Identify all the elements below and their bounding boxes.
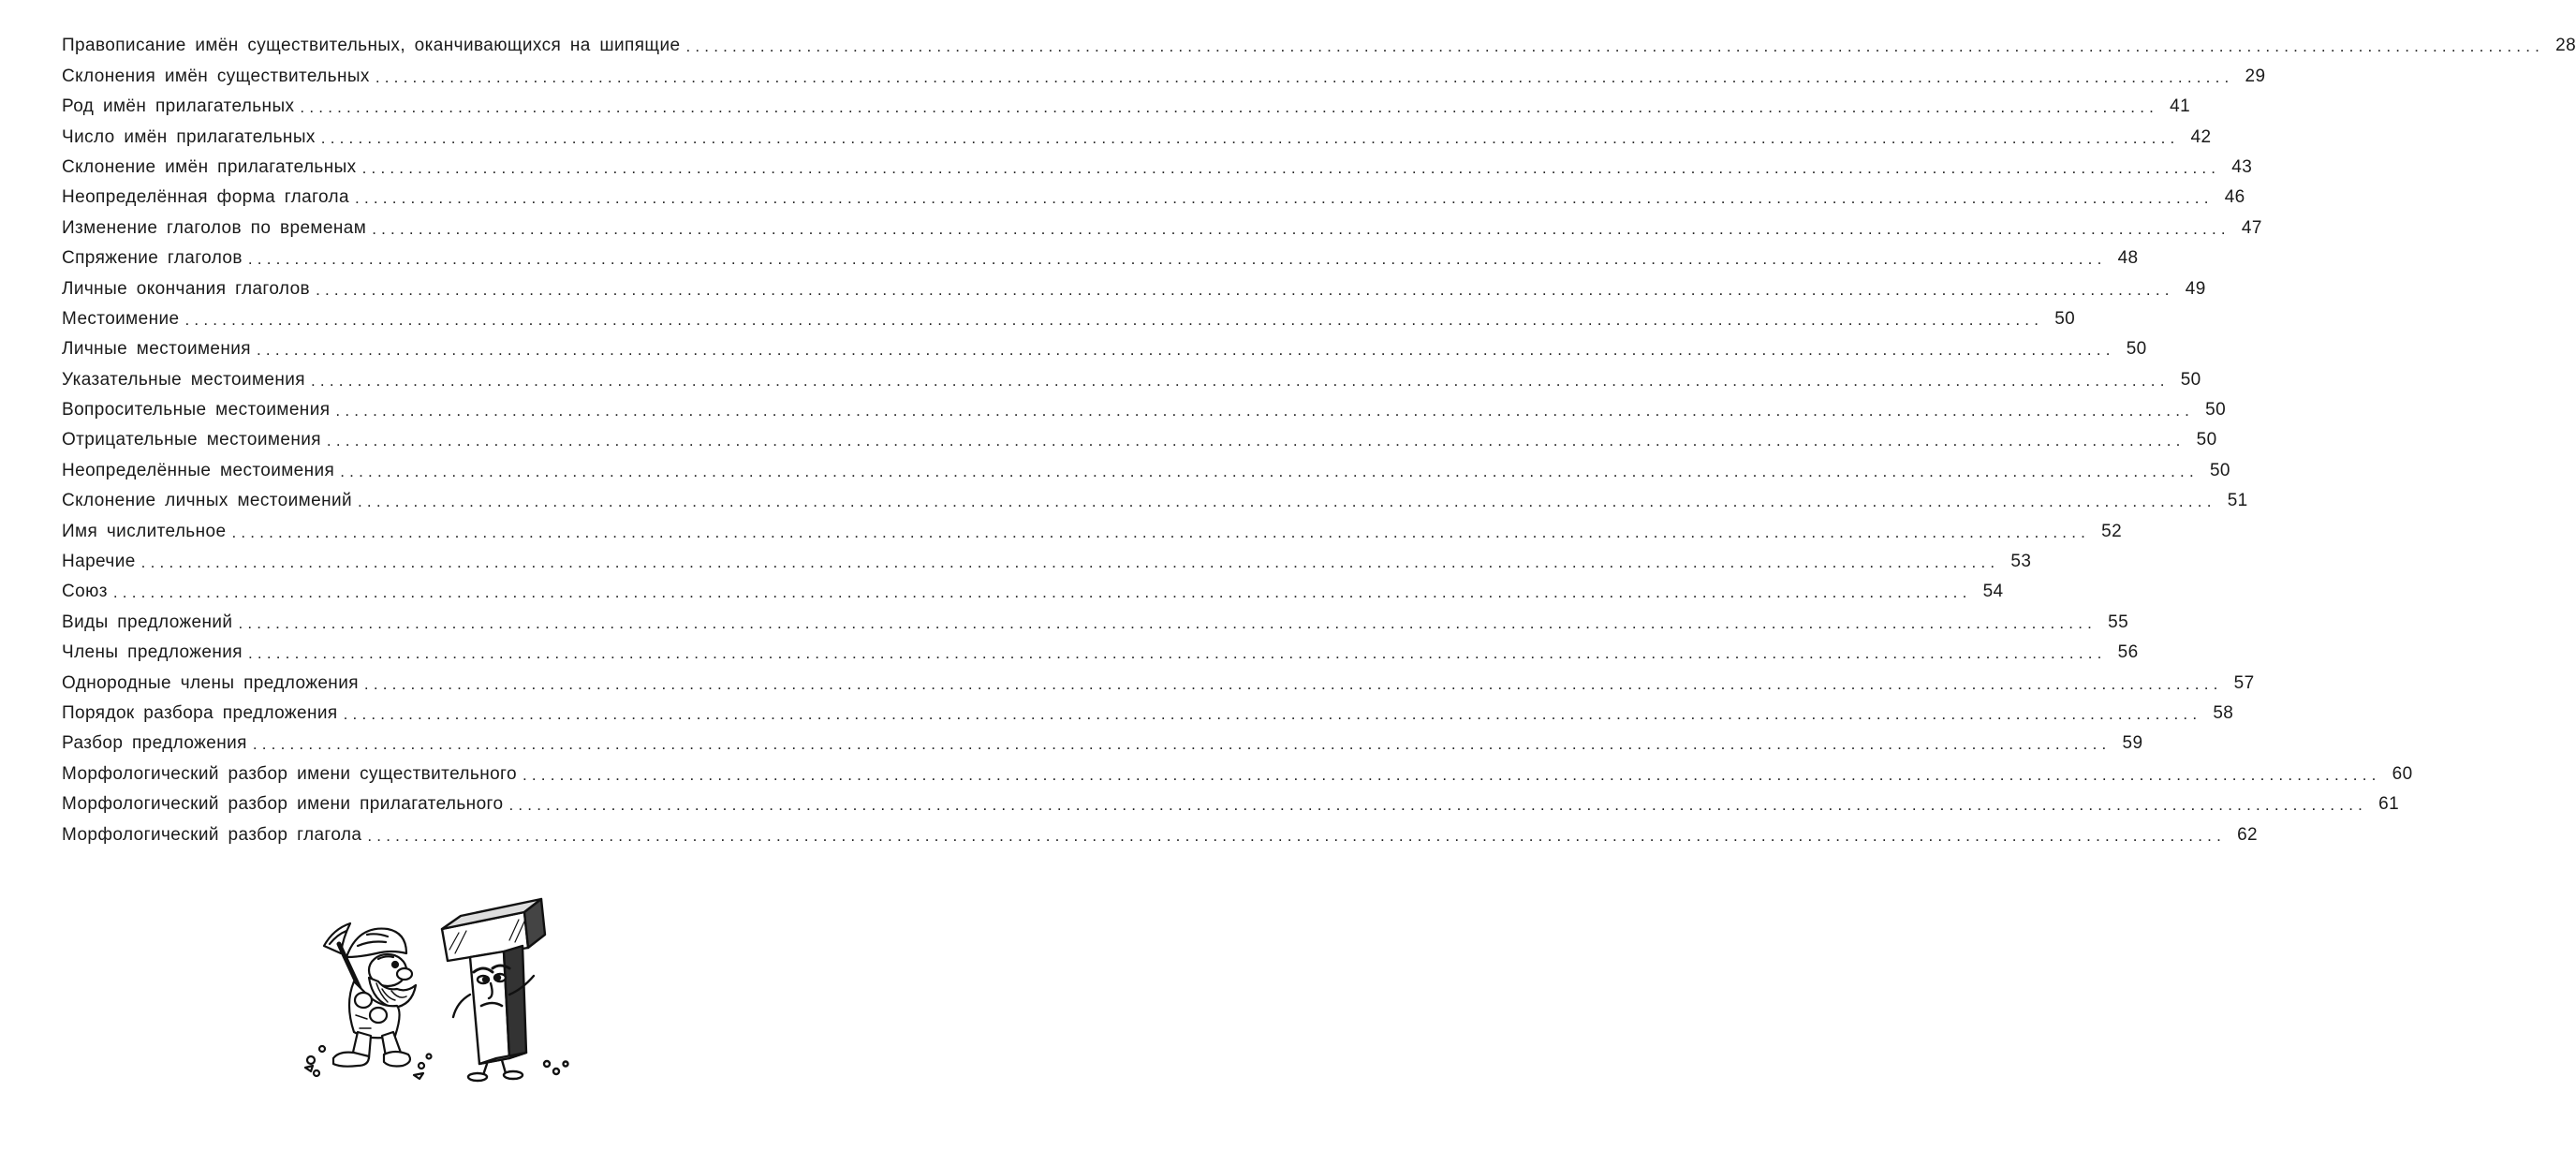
toc-entry-page: 50 [2196, 430, 2217, 450]
toc-entry-page: 60 [2392, 763, 2413, 784]
toc-entry-page: 55 [2108, 612, 2129, 632]
toc-entry[interactable] [62, 572, 2004, 602]
toc-entry-page: 43 [2231, 156, 2253, 177]
toc-entry-title: Морфологический разбор имени существительного [62, 763, 517, 784]
toc-entry-title: Члены предложения [62, 642, 243, 663]
toc-entry[interactable] [62, 87, 2191, 117]
toc-entry-title: Местоимение [62, 308, 180, 329]
toc-entry-title: Морфологический разбор имени прилагательного [62, 794, 504, 815]
toc-entry-title: Род имён прилагательных [62, 96, 295, 117]
toc-leader-dots: ........................................................................................................................................................................................................ [140, 553, 2000, 572]
toc-entry-page: 49 [2185, 278, 2206, 299]
toc-entry-title: Спряжение глаголов [62, 248, 243, 269]
toc-entry-title: Личные окончания глаголов [62, 278, 311, 299]
toc-leader-dots: ........................................................................................................................................................................................................ [522, 765, 2381, 784]
toc-entry-page: 50 [2126, 339, 2147, 360]
toc-leader-dots: ........................................................................................................................................................................................................ [247, 250, 2107, 269]
toc-entry-page: 54 [1982, 582, 2004, 602]
toc-entry-title: Число имён прилагательных [62, 126, 316, 147]
toc-entry-page: 56 [2117, 642, 2139, 663]
toc-entry-title: Порядок разбора предложения [62, 702, 338, 723]
toc-leader-dots: ........................................................................................................................................................................................................ [300, 98, 2159, 117]
toc-entry-title: Склонение имён прилагательных [62, 156, 357, 177]
toc-entry-title: Указательные местоимения [62, 369, 305, 390]
toc-entry[interactable] [62, 663, 2255, 693]
toc-entry-page: 28 [2555, 36, 2576, 56]
toc-entry-title: Личные местоимения [62, 339, 251, 360]
toc-entry-page: 58 [2213, 702, 2234, 723]
toc-leader-dots: ........................................................................................................................................................................................................ [343, 704, 2202, 723]
toc-leader-dots: ........................................................................................................................................................................................................ [355, 189, 2214, 208]
cartoon-illustration [302, 892, 577, 1088]
toc-entry-title: Наречие [62, 552, 136, 572]
toc-entry[interactable] [62, 511, 2123, 541]
toc-entry-title: Разбор предложения [62, 733, 247, 754]
toc-entry[interactable] [62, 269, 2206, 299]
toc-leader-dots: ........................................................................................................................................................................................................ [361, 158, 2221, 177]
toc-entry-title: Неопределённые местоимения [62, 460, 335, 480]
toc-leader-dots: ........................................................................................................................................................................................................ [257, 341, 2115, 360]
toc-entry-title: Правописание имён существительных, оканчивающихся на шипящие [62, 36, 681, 56]
toc-entry[interactable] [62, 148, 2253, 178]
toc-entry-title: Морфологический разбор глагола [62, 824, 362, 845]
toc-entry-title: Склонения имён существительных [62, 66, 370, 86]
toc-leader-dots: ........................................................................................................................................................................................................ [326, 432, 2186, 450]
toc-leader-dots: ........................................................................................................................................................................................................ [231, 523, 2091, 541]
toc-leader-dots: ........................................................................................................................................................................................................ [358, 493, 2216, 511]
toc-entry[interactable] [62, 633, 2139, 663]
toc-leader-dots: ........................................................................................................................................................................................................ [238, 613, 2098, 632]
toc-entry[interactable] [62, 602, 2129, 632]
toc-leader-dots: ........................................................................................................................................................................................................ [112, 583, 1972, 602]
toc-entry[interactable] [62, 360, 2201, 390]
toc-entry[interactable] [62, 56, 2266, 86]
toc-leader-dots: ........................................................................................................................................................................................................ [316, 280, 2174, 299]
toc-entry-title: Союз [62, 582, 108, 602]
toc-entry-title: Изменение глаголов по временам [62, 217, 367, 238]
toc-entry[interactable] [62, 178, 2245, 208]
toc-entry[interactable] [62, 785, 2400, 815]
toc-entry[interactable] [62, 815, 2258, 845]
toc-entry-page: 59 [2122, 733, 2143, 754]
toc-entry-title: Отрицательные местоимения [62, 430, 321, 450]
toc-entry[interactable] [62, 300, 2076, 330]
toc-entry-page: 50 [2180, 369, 2201, 390]
toc-leader-dots: ........................................................................................................................................................................................................ [311, 371, 2170, 390]
toc-entry-page: 41 [2170, 96, 2191, 117]
toc-leader-dots: ........................................................................................................................................................................................................ [340, 462, 2199, 480]
toc-entry-title: Имя числительное [62, 521, 227, 541]
toc-leader-dots: ........................................................................................................................................................................................................ [372, 219, 2230, 238]
toc-entry-page: 51 [2227, 491, 2248, 511]
toc-entry-title: Вопросительные местоимения [62, 400, 331, 420]
toc-entry[interactable] [62, 754, 2413, 784]
toc-entry-page: 57 [2233, 672, 2255, 693]
toc-leader-dots: ........................................................................................................................................................................................................ [363, 674, 2223, 693]
toc-entry[interactable] [62, 694, 2234, 724]
toc-entry-page: 42 [2190, 126, 2212, 147]
toc-entry[interactable] [62, 330, 2147, 360]
toc-entry[interactable] [62, 117, 2212, 147]
toc-entry[interactable] [62, 239, 2139, 269]
toc-entry-page: 53 [2010, 552, 2032, 572]
toc-entry-title: Виды предложений [62, 612, 233, 632]
toc-entry-page: 61 [2378, 794, 2400, 815]
angry-letter-t-icon [442, 899, 568, 1081]
toc-entry[interactable] [62, 450, 2230, 480]
toc-entry-page: 52 [2101, 521, 2123, 541]
toc-entry[interactable] [62, 391, 2227, 420]
toc-entry-title: Склонение личных местоимений [62, 491, 352, 511]
toc-entry[interactable] [62, 481, 2248, 511]
toc-leader-dots: ........................................................................................................................................................................................................ [320, 128, 2180, 147]
toc-entry-page: 46 [2224, 187, 2245, 208]
dwarf-with-pickaxe-icon [305, 923, 432, 1079]
toc-entry-page: 50 [2205, 400, 2227, 420]
toc-leader-dots: ........................................................................................................................................................................................................ [247, 644, 2107, 663]
toc-leader-dots: ........................................................................................................................................................................................................ [508, 796, 2368, 815]
toc-entry[interactable] [62, 208, 2262, 238]
toc-entry-page: 47 [2241, 217, 2262, 238]
toc-leader-dots: ........................................................................................................................................................................................................ [367, 826, 2226, 845]
toc-entry[interactable] [62, 724, 2143, 754]
toc-leader-dots: ........................................................................................................................................................................................................ [375, 67, 2234, 86]
toc-leader-dots: ........................................................................................................................................................................................................ [184, 310, 2044, 329]
toc-entry-page: 50 [2209, 460, 2230, 480]
toc-entry-page: 50 [2054, 308, 2076, 329]
toc-entry[interactable] [62, 26, 2576, 56]
toc-entry[interactable] [62, 420, 2217, 450]
toc-entry-title: Однородные члены предложения [62, 672, 359, 693]
toc-entry-title: Неопределённая форма глагола [62, 187, 350, 208]
toc-leader-dots: ........................................................................................................................................................................................................ [335, 402, 2195, 420]
toc-entry-page: 48 [2117, 248, 2139, 269]
toc-entry[interactable] [62, 542, 2032, 572]
toc-entry-page: 62 [2237, 824, 2258, 845]
toc-entry-page: 29 [2245, 66, 2266, 86]
table-of-contents [62, 26, 2576, 846]
toc-leader-dots: ........................................................................................................................................................................................................ [252, 735, 2112, 754]
toc-leader-dots: ........................................................................................................................................................................................................ [685, 37, 2545, 56]
